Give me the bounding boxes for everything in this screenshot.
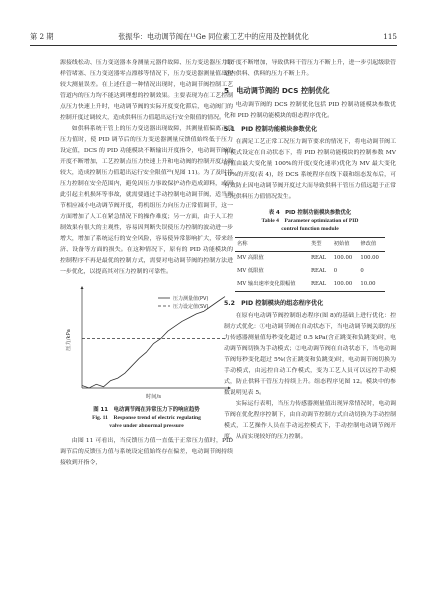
table-cell: 0	[333, 268, 338, 274]
table-cell: MV 低限值	[237, 268, 264, 274]
left-paragraph-1: 源接线松动、压力变送器本身测量元器件故障、压力变送器压力取样管堵塞、压力变送器零点漂移等情况下，压力变送器测量值出现较大测量误差。在上述任意一种情况出现时，电动调节阀控制工艺管道内的压力均不能达到理想的控制效果。主要表现为在工艺控制点压力快速上升时，电动调节阀的实际开度变化滞后，电动阀门的控制开度过调较大，造成供料压力值超出运行安全限值的情况。	[60, 60, 233, 121]
legend-label-0: 压力测量值(PV)	[173, 296, 209, 302]
section-5-title: 5 电动调节阀的 DCS 控制优化	[224, 86, 330, 95]
legend-label-1: 压力设定值(SV)	[173, 304, 209, 310]
table-4	[235, 237, 385, 292]
table-cell: REAL	[309, 278, 332, 292]
table-4-caption-cn: 表 4 PID 控制功能模块参数优化	[268, 210, 352, 216]
table-header-cell: 修改值	[358, 238, 385, 252]
right-paragraph-3: 在满足工艺正常工况压力调节要求的情况下，将电动调节阀工作模式设定在自动状态下，将 PID 控制功能模块的控制参数 MV 的值由最大变化量 100%的开度(变化速率)优化为 MV 最大变化 10%的开度(表 4)，经 DCS 系统程序在线下载和组态发布后，可有效防止因电动调节阀开度过大而导致供料干管压力值远超于正常工况供料压力值情况发生。	[224, 139, 396, 200]
right-paragraph-5: 实际运行表明，当压力传感器测量值出现异常情况时，电动调节阀在优化程序控制下，由自动调节控制方式自动切换为手动控制模式，工艺操作人员在手动远控模式下，手动控制电动调节阀开度，从而实现较好的压力控制。	[224, 401, 396, 440]
table-cell: 0	[360, 268, 364, 274]
table-header-row	[235, 238, 385, 252]
table-cell: 100.00	[332, 278, 359, 292]
left-paragraph-3: 由图 11 可看出，当反馈压力值一直低于正常压力值时，PID 调节后的反馈压力值与系统设定值始终存在偏差，电动调节阀持续接收到开指令，	[60, 438, 233, 466]
figure-11-caption-cn: 图 11 电动调节阀在异常压力下的响应趋势	[93, 407, 200, 413]
section-5-2-title: 5.2 PID 控制模块的组态程序优化	[224, 300, 324, 307]
series-line-0	[82, 297, 225, 388]
right-column	[224, 58, 396, 443]
figure-11-caption-en-1: Fig. 11 Response trend of electric regulating	[92, 415, 201, 421]
right-paragraph-1: 其开度不断增加，导致供料干管压力不断上升，进一步引起级联管道内供料、供料的压力不断上升。	[224, 60, 396, 77]
table-cell: 100.00	[333, 255, 353, 261]
x-axis-label: 时间/s	[145, 394, 162, 400]
table-4-caption-en-2: control function module	[281, 226, 339, 232]
table-cell: 100.00	[360, 255, 379, 261]
y-axis-arrow-icon	[81, 286, 84, 289]
running-header	[30, 31, 397, 46]
y-axis-label: 压力/kPa	[66, 329, 72, 351]
section-5-1-title: 5.1 PID 控制功能模块参数优化	[224, 126, 318, 133]
table-row	[235, 252, 385, 266]
table-4-caption-en-1: Table 4 Parameter optimization of PID	[261, 218, 359, 224]
issue-number: 第 2 期	[30, 32, 54, 41]
table-header-cell: 初始值	[332, 238, 359, 252]
running-title: 张振华：电动调节阀在¹¹Ge 同位素工艺中的应用及控制优化	[118, 32, 309, 41]
table-header-cell: 名称	[235, 238, 309, 252]
right-paragraph-4: 在原有电动调节阀控制组态程序(图 8)的基础上进行优化：控制方式优化：①电动调节阀在自动状态下，当电动调节阀关联的压力传感器测量值每秒变化超过 0.5 kPa(含正跳变和负跳变)时，电动调节阀切换为手动模式；②电动调节阀在自动状态下，当电动调节阀每秒变化超过 5%(含正跳变和负跳变)时，电动调节阀切换为手动模式，由远控自动工作模式，变为工艺人员可以远控手动模式，防止供料干管压力持续上升。组态程序见图 12。模块中的参数说明见表 5。	[224, 313, 396, 396]
figure-11-caption-en-2: valve under abnormal pressure	[109, 423, 184, 429]
page-number: 115	[383, 32, 397, 41]
table-cell: REAL	[311, 255, 327, 261]
figure-11-caption	[60, 406, 233, 430]
table-row	[235, 278, 385, 292]
table-cell: REAL	[311, 268, 327, 274]
table-header-cell: 类型	[309, 238, 332, 252]
table-row	[235, 265, 385, 278]
left-column	[60, 58, 233, 469]
table-4-caption	[224, 209, 396, 233]
table-cell: MV 高限值	[237, 255, 264, 261]
left-paragraph-2: 如供料系统干管上的压力变送器出现故障，其测量值偏离正常压力值时，使 PID 调节后的压力变送器测量反馈值始终低于压力设定值，DCS 的 PID 功能模块不断输出开度指令，电动调节阀的开度不断增加，工艺控制点压力快速上升和电动阀的控制开度过调较大，造成控制压力值超出运行安全限值²⁵(见图 11)。为了及时将压力控制在安全范围内，避免因压力事故保护动作造成卸料，或因此引起主机损坏等事故，就需要通过手动控制电动调节阀，适当调节相应减小电动调节阀开度，将机组压力向压力正常值调节，这一方面增加了人工在紧急情况下的操作难度；另一方面，由于人工控制效果有很大的主观性，容易因判断失误使压力控制的波动进一步增大，增加了系统运行的安全风险，容易使异常影响扩大，带来经济、设备等方面的损失。在这种情况下，原有的 PID 功能模块的控制程序不再是最优的控制方式，需要对电动调节阀的控制方法进一步优化，以提高其对压力控制的可靠性。	[60, 126, 233, 275]
table-cell: 10.00	[358, 278, 385, 292]
table-cell: MV 输出速率变化限幅值	[235, 278, 309, 292]
right-paragraph-2: 电动调节阀的 DCS 控制优化包括 PID 控制功能模块参数优化和 PID 控制功能模块的组态程序优化。	[224, 102, 396, 119]
figure-11	[60, 284, 233, 404]
figure-11-chart	[60, 284, 233, 404]
